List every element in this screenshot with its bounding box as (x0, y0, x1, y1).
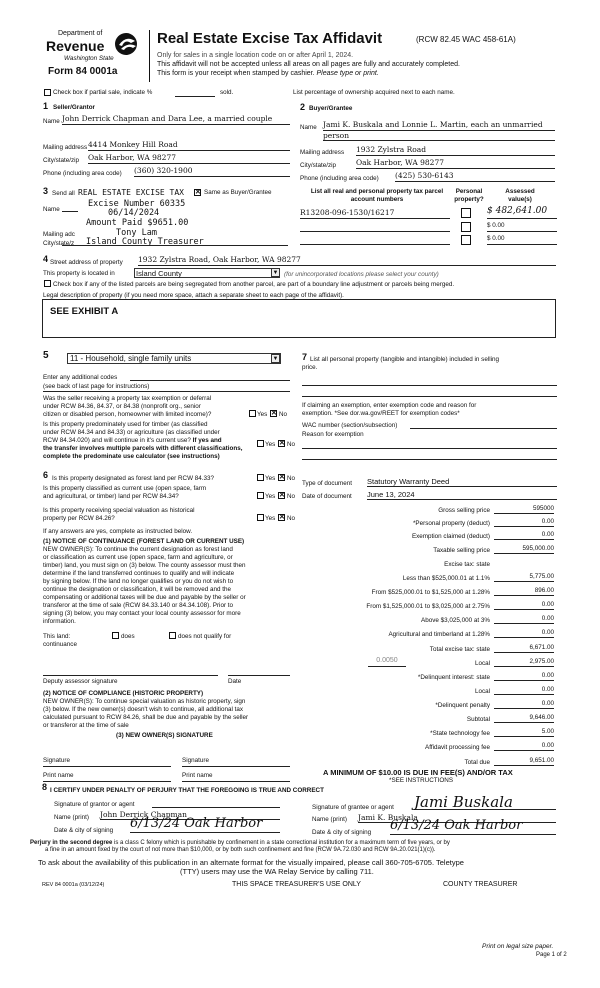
section-4-number: 4 (43, 254, 49, 264)
assessed-value-1[interactable]: $ 482,641.00 (487, 206, 557, 219)
yes-label: Yes (265, 475, 276, 482)
notice-continuance-line-8: transferor at the time of sale (RCW 84.33.140 or 84.34.108). Prior to (43, 602, 234, 609)
calc-value-total-due[interactable]: 9,651.00 (494, 757, 554, 766)
section-7-number: 7 (302, 352, 308, 362)
calc-label-subtotal: Subtotal (466, 716, 490, 723)
buyer-mail-field[interactable]: 1932 Zylstra Road (356, 145, 555, 156)
rcw-ref: (RCW 82.45 WAC 458-61A) (416, 35, 516, 44)
doc-type-label: Type of document (302, 480, 353, 487)
stamp-line-5: Island County Treasurer (86, 237, 204, 247)
send-name-field[interactable] (62, 211, 78, 212)
calc-value-tier-4[interactable]: 0.00 (494, 615, 554, 624)
header-divider (149, 30, 150, 82)
personal-property-field-1[interactable] (302, 385, 557, 386)
calc-value-exemption[interactable]: 0.00 (494, 531, 554, 540)
current-use-q-2: and agricultural, or timber) land per RCW 84.34? (43, 493, 179, 500)
calc-label-exemption: Exemption claimed (deduct) (411, 533, 490, 540)
grantee-date-city-field[interactable]: 6/13/24 Oak Harbor (390, 818, 556, 835)
buyer-mail-label: Mailing address (300, 149, 345, 156)
form-title: Real Estate Excise Tax Affidavit (157, 30, 383, 47)
form-number: Form 84 0001a (48, 66, 118, 77)
street-address-label: Street address of property (50, 259, 123, 266)
does-not-label: does not qualify for (178, 633, 232, 640)
chevron-down-icon[interactable]: ▼ (272, 356, 279, 362)
legal-size-note: Print on legal size paper. (482, 943, 554, 950)
exemption-q-line-1: Was the seller receiving a property tax exemption or deferral (43, 395, 212, 402)
timber-yes-checkbox[interactable] (257, 440, 264, 447)
print-name-label-2: Print name (182, 772, 213, 779)
if-any-yes-note: If any answers are yes, complete as instructed below. (43, 528, 193, 535)
calc-label-interest-state: *Delinquent interest: state (417, 674, 490, 681)
buyer-heading: Buyer/Grantee (309, 105, 353, 112)
alt-format-line-2: (TTY) users may use the WA Relay Service by calling 711. (180, 867, 374, 876)
calc-label-total-state: Total excise tax: state (429, 646, 490, 653)
grantor-date-label: Date & city of signing (54, 827, 114, 834)
timber-q-line-1: Is this property predominately used for timber (as classified (43, 421, 208, 428)
no-label: No (287, 441, 296, 448)
send-city-label: City/state/z (43, 240, 75, 247)
grantee-name-label: Name (print) (312, 816, 347, 823)
parcel-number-1[interactable]: R13208-096-1530/16217 (300, 208, 450, 219)
continuance-label: continuance (43, 641, 77, 648)
seller-name-label: Name (43, 118, 60, 125)
calc-label-tier-3: From $1,525,000.01 to $3,025,000 at 2.75% (366, 603, 490, 610)
see-instructions-note: *SEE INSTRUCTIONS (389, 777, 454, 784)
yes-label: Yes (265, 441, 276, 448)
reason-field-1[interactable] (302, 448, 557, 449)
signature-label-1: Signature (43, 757, 70, 764)
section-8-number: 8 (42, 782, 48, 792)
does-label: does (121, 633, 135, 640)
legal-desc-value: SEE EXHIBIT A (50, 306, 119, 317)
deputy-signature-field[interactable] (43, 675, 218, 676)
same-as-buyer-label: Same as Buyer/Grantee (204, 189, 272, 196)
assessed-value-2[interactable]: $ 0.00 (487, 222, 557, 232)
calc-label-local: Local (474, 660, 490, 667)
calc-value-tier-3[interactable]: 0.00 (494, 601, 554, 610)
calc-label-tier-2: From $525,000.01 to $1,525,000 at 1.28% (371, 589, 490, 596)
calc-label-tech-fee: *State technology fee (430, 730, 490, 737)
deputy-date-label: Date (228, 678, 242, 685)
calc-value-tier-1[interactable]: 5,775.00 (494, 573, 554, 582)
personal-property-checkbox-3[interactable] (461, 235, 471, 245)
stamp-line-4: Tony Lam (116, 228, 157, 238)
notice-compliance-line-4: or transferor at the time of sale (43, 722, 129, 729)
partial-percent-field[interactable] (175, 89, 215, 97)
revenue-logo-text: Revenue (46, 38, 105, 54)
partial-sale-label: Check box if partial sale, indicate % (53, 89, 153, 96)
timber-q-line-3: RCW 84.34.020) and will continue in it's current use? If yes and (43, 437, 222, 444)
notice-compliance-line-1: NEW OWNER(S): To continue special valuation as historic property, sign (43, 698, 246, 705)
partial-sold-label: sold. (220, 89, 234, 96)
perjury-line-2: a fine in an amount fixed by the court of not more than $10,000, or by both such confinement and fine (RCW 9A.72.030 and RCW 9A.20.021(1)(c)). (45, 847, 436, 853)
personal-property-line-2: price. (302, 364, 318, 371)
land-use-select[interactable]: 11 - Household, single family units ▼ (67, 353, 281, 364)
doc-type-field[interactable]: Statutory Warranty Deed (367, 477, 557, 487)
no-label: No (287, 515, 296, 522)
calc-label-tier-4: Above $3,025,000 at 3% (421, 617, 490, 624)
calc-value-tech-fee[interactable]: 5.00 (494, 728, 554, 737)
exemption-claim-line-1: If claiming an exemption, enter exemption code and reason for (302, 402, 477, 409)
owner-signature-field-1[interactable] (43, 766, 171, 767)
calc-label-agri: Agricultural and timberland at 1.28% (388, 631, 490, 638)
buyer-phone-field[interactable]: (425) 530-6143 (395, 171, 555, 182)
grantee-date-label: Date & city of signing (312, 829, 372, 836)
buyer-phone-label: Phone (including area code) (300, 175, 379, 182)
assessed-value-3[interactable]: $ 0.00 (487, 235, 557, 245)
section-6-number: 6 (43, 470, 49, 480)
county-note: (for unincorporated locations please select your county) (284, 271, 439, 278)
exemption-claim-line-2: exemption. *See dor.wa.gov/REET for exemption codes* (302, 410, 460, 417)
forest-q: Is this property designated as forest land per RCW 84.33? (52, 475, 215, 482)
calc-value-personal[interactable]: 0.00 (494, 518, 554, 527)
boundary-label: Check box if any of the listed parcels are being segregated from another parcel, are part of a boundary line adjustment or parcels being merged. (53, 281, 455, 288)
stamp-line-2: 06/14/2024 (108, 208, 160, 218)
grantor-name-field[interactable]: John Derrick Chapman (100, 810, 280, 820)
buyer-name-label: Name (300, 124, 317, 131)
parcel-col-header: List all real and personal property tax parcel account numbers (310, 188, 444, 203)
calc-label-gross: Gross selling price (438, 507, 490, 514)
buyer-city-label: City/state/zip (300, 162, 337, 169)
print-name-label-1: Print name (43, 772, 74, 779)
send-name-label: Name (43, 206, 60, 213)
personal-property-line-1: List all personal property (tangible and intangible) included in selling (310, 356, 500, 363)
calc-value-penalty[interactable]: 0.00 (494, 700, 554, 709)
section-2-number: 2 (300, 102, 306, 112)
dept-label: Department of (58, 30, 103, 37)
legal-desc-box[interactable] (42, 299, 556, 338)
doc-date-label: Date of document (302, 493, 352, 500)
county-treasurer-label: COUNTY TREASURER (443, 881, 518, 888)
calc-label-tier-1: Less than $525,000.01 at 1.1% (402, 575, 490, 582)
timber-no-checkbox[interactable]: ✕ (279, 440, 285, 447)
send-city-field[interactable] (62, 245, 288, 246)
state-label: Washington State (64, 55, 114, 62)
no-label: No (287, 475, 296, 482)
page-number: Page 1 of 2 (536, 952, 567, 958)
calc-label-excise-state: Excise tax: state (444, 561, 490, 568)
personal-property-field-2[interactable] (302, 396, 557, 397)
notice-continuance-line-2: or classification as current use (open space, farm and agriculture, or (43, 554, 233, 561)
calc-label-interest-local: Local (474, 688, 490, 695)
calc-label-taxable: Taxable selling price (433, 547, 490, 554)
calc-value-local[interactable]: 2,975.00 (494, 658, 554, 667)
boundary-checkbox[interactable] (44, 280, 51, 287)
new-owner-sig-heading: (3) NEW OWNER(S) SIGNATURE (116, 732, 213, 739)
seller-mail-label: Mailing address (43, 144, 88, 151)
notice-continuance-line-10: information. (43, 618, 76, 625)
alt-format-line-1: To ask about the availability of this publication in an alternate format for the visually impaired, please call 360-705-6705. Teletype (38, 858, 464, 867)
yes-label: Yes (265, 515, 276, 522)
no-label: No (279, 411, 288, 418)
owner-print-field-2[interactable] (182, 781, 290, 782)
grantee-signature-field[interactable]: Jami Buskala (414, 793, 556, 810)
does-checkbox[interactable] (112, 632, 119, 639)
send-all-label: Send all (52, 190, 75, 197)
reason-field-2[interactable] (302, 459, 557, 460)
personal-property-checkbox-2[interactable] (461, 222, 471, 232)
grantor-signature-field[interactable] (152, 807, 280, 808)
partial-sale-checkbox[interactable] (44, 89, 51, 96)
seller-phone-field[interactable]: (360) 320-1900 (134, 166, 290, 177)
additional-codes-field-2[interactable] (43, 391, 290, 392)
note-line-1: Only for sales in a single location code on or after April 1, 2024. (157, 52, 354, 59)
chevron-down-icon[interactable]: ▼ (272, 270, 279, 276)
stamp-line-3: Amount Paid $9651.00 (86, 218, 189, 228)
historic-q-2: property per RCW 84.26? (43, 515, 115, 522)
notice-continuance-line-5: by signing below. If the land no longer qualifies or you do not wish to (43, 578, 234, 585)
grantee-name-field[interactable]: Jami K. Buskala (358, 813, 556, 823)
calc-value-interest-state[interactable]: 0.00 (494, 672, 554, 681)
treasurer-use-label: THIS SPACE TREASURER'S USE ONLY (232, 881, 361, 888)
seller-city-label: City/state/zip (43, 157, 80, 164)
additional-codes-note: (see back of last page for instructions) (43, 383, 150, 390)
timber-q-bold-1: the transfer involves multiple parcels with different classifications, (43, 445, 243, 452)
historic-q-1: Is this property receiving special valuation as historical (43, 507, 195, 514)
stamp-title: REAL ESTATE EXCISE TAX (78, 188, 184, 197)
no-label: No (287, 493, 296, 500)
yes-label: Yes (265, 493, 276, 500)
exemption-q-line-2: under RCW 84.36, 84.37, or 84.38 (nonprofit org., senior (43, 403, 201, 410)
grantor-sig-label: Signature of grantor or agent (54, 801, 135, 808)
historic-yes-checkbox[interactable] (257, 514, 264, 521)
calc-value-taxable[interactable]: 595,000.00 (494, 545, 554, 554)
yes-label: Yes (257, 411, 268, 418)
grantee-sig-label: Signature of grantee or agent (312, 804, 394, 811)
buyer-name-field[interactable]: Jami K. Buskala and Lonnie L. Martin, each an unmarried (323, 120, 555, 131)
rev-number: REV 84 0001a (03/12/24) (42, 882, 105, 888)
section-1-number: 1 (43, 101, 49, 111)
current-use-no-checkbox[interactable]: ✕ (279, 492, 285, 499)
grantor-date-city-field[interactable]: 6/13/24 Oak Harbor (130, 816, 280, 833)
grantor-name-label: Name (print) (54, 814, 89, 821)
parcel-number-3[interactable] (300, 235, 450, 245)
stamp-line-1: Excise Number 60335 (88, 199, 186, 209)
calc-label-personal: *Personal property (deduct) (412, 520, 490, 527)
forest-yes-checkbox[interactable] (257, 474, 264, 481)
street-address-field[interactable]: 1932 Zylstra Road, Oak Harbor, WA 98277 (138, 255, 556, 266)
does-not-checkbox[interactable] (169, 632, 176, 639)
calc-value-subtotal[interactable]: 9,646.00 (494, 714, 554, 723)
reason-label: Reason for exemption (302, 431, 364, 438)
additional-codes-label: Enter any additional codes (43, 374, 118, 381)
calc-value-processing-fee[interactable]: 0.00 (494, 742, 554, 751)
notice-compliance-line-3: calculated pursuant to RCW 84.26, shall be due and payable by the seller (43, 714, 249, 721)
wac-label: WAC number (section/subsection) (302, 422, 398, 429)
located-in-label: This property is located in (43, 270, 115, 277)
seller-city-field[interactable]: Oak Harbor, WA 98277 (88, 153, 290, 164)
buyer-city-field[interactable]: Oak Harbor, WA 98277 (356, 158, 555, 169)
notice-compliance-heading: (2) NOTICE OF COMPLIANCE (HISTORIC PROPERTY) (43, 690, 204, 697)
perjury-line-1: Perjury in the second degree is a class C felony which is punishable by confinement in a state correctional institution for a maximum term of five years, or by (30, 840, 450, 846)
personal-property-checkbox-1[interactable] (461, 208, 471, 218)
seller-phone-label: Phone (including area code) (43, 170, 122, 177)
deputy-signature-label: Deputy assessor signature (43, 678, 118, 685)
legal-desc-label: Legal description of property (if you need more space, attach a separate sheet to each page of the affidavit). (43, 292, 344, 299)
notice-continuance-line-6: continue the designation or classification, it will be removed and the (43, 586, 231, 593)
forest-no-checkbox[interactable]: ✕ (279, 474, 285, 481)
wac-field[interactable] (410, 428, 557, 429)
note-line-2: This affidavit will not be accepted unless all areas on all pages are fully and accurately completed. (157, 61, 460, 68)
timber-q-line-2: under RCW 84.34 and 84.33) or agriculture (as classified under (43, 429, 220, 436)
calc-label-processing-fee: Affidavit processing fee (425, 744, 490, 751)
calc-label-penalty: *Delinquent penalty (435, 702, 490, 709)
notice-continuance-line-7: compensating or additional taxes will be due and payable by the seller or (43, 594, 246, 601)
exemption-yes-checkbox[interactable] (249, 410, 256, 417)
notice-continuance-line-3: timber) land, you must sign on (3) below. The county assessor must then (43, 562, 246, 569)
ownership-note: List percentage of ownership acquired next to each name. (293, 89, 455, 96)
minimum-due-note: A MINIMUM OF $10.00 IS DUE IN FEE(S) AND/OR TAX (323, 768, 513, 777)
additional-codes-field[interactable] (130, 380, 290, 381)
note-line-3: This form is your receipt when stamped by cashier. Please type or print. (157, 70, 379, 77)
local-rate-field[interactable]: 0.0050 (368, 657, 406, 667)
notice-continuance-line-4: determine if the land transferred continues to qualify and will indicate (43, 570, 235, 577)
owner-print-field-1[interactable] (43, 781, 171, 782)
owner-signature-field-2[interactable] (182, 766, 290, 767)
notice-continuance-heading: (1) NOTICE OF CONTINUANCE (FOREST LAND OR CURRENT USE) (43, 538, 245, 545)
notice-continuance-line-1: NEW OWNER(S): To continue the current designation as forest land (43, 546, 233, 553)
assessed-col-header: Assessed value(s) (505, 188, 535, 203)
current-use-q-1: Is this property classified as current use (open space, farm (43, 485, 207, 492)
seller-name-field[interactable]: John Derrick Chapman and Dara Lee, a married couple (62, 114, 290, 125)
seller-mail-field[interactable]: 4414 Monkey Hill Road (88, 140, 290, 151)
calc-value-gross[interactable]: 595000 (494, 505, 554, 514)
notice-continuance-line-9: signing (3) below, you may contact your local county assessor for more (43, 610, 241, 617)
current-use-yes-checkbox[interactable] (257, 492, 264, 499)
personal-col-header: Personal property? (454, 188, 484, 203)
calc-value-interest-local[interactable]: 0.00 (494, 686, 554, 695)
buyer-name-field-line-2[interactable]: person (323, 131, 555, 141)
doc-date-field[interactable]: June 13, 2024 (367, 490, 557, 500)
calc-value-total-state[interactable]: 6,671.00 (494, 644, 554, 653)
revenue-logo-icon (111, 31, 141, 60)
calc-value-tier-2[interactable]: 896.00 (494, 587, 554, 596)
parcel-number-2[interactable] (300, 222, 450, 232)
send-mail-label: Mailing adc (43, 231, 75, 238)
seller-heading: Seller/Grantor (53, 104, 95, 111)
exemption-q-line-3: citizen or disabled person, homeowner with limited income)? (43, 411, 212, 418)
timber-q-bold-2: complete the predominate use calculator (see instructions) (43, 453, 220, 460)
section-5-number: 5 (43, 350, 49, 361)
notice-compliance-line-2: (3) below. If the new owner(s) doesn't wish to continue, all additional tax (43, 706, 244, 713)
calc-label-total-due: Total due (464, 759, 490, 766)
section-3-number: 3 (43, 186, 49, 196)
exemption-no-checkbox[interactable]: ✕ (271, 410, 277, 417)
same-as-buyer-checkbox[interactable]: ✕ (195, 189, 201, 196)
certify-statement: I CERTIFY UNDER PENALTY OF PERJURY THAT THE FOREGOING IS TRUE AND CORRECT (50, 787, 324, 794)
county-select[interactable]: Island County ▼ (136, 269, 279, 278)
signature-label-2: Signature (182, 757, 209, 764)
deputy-date-field[interactable] (228, 675, 290, 676)
historic-no-checkbox[interactable]: ✕ (279, 514, 285, 521)
calc-value-agri[interactable]: 0.00 (494, 629, 554, 638)
this-land-label: This land: (43, 633, 71, 640)
